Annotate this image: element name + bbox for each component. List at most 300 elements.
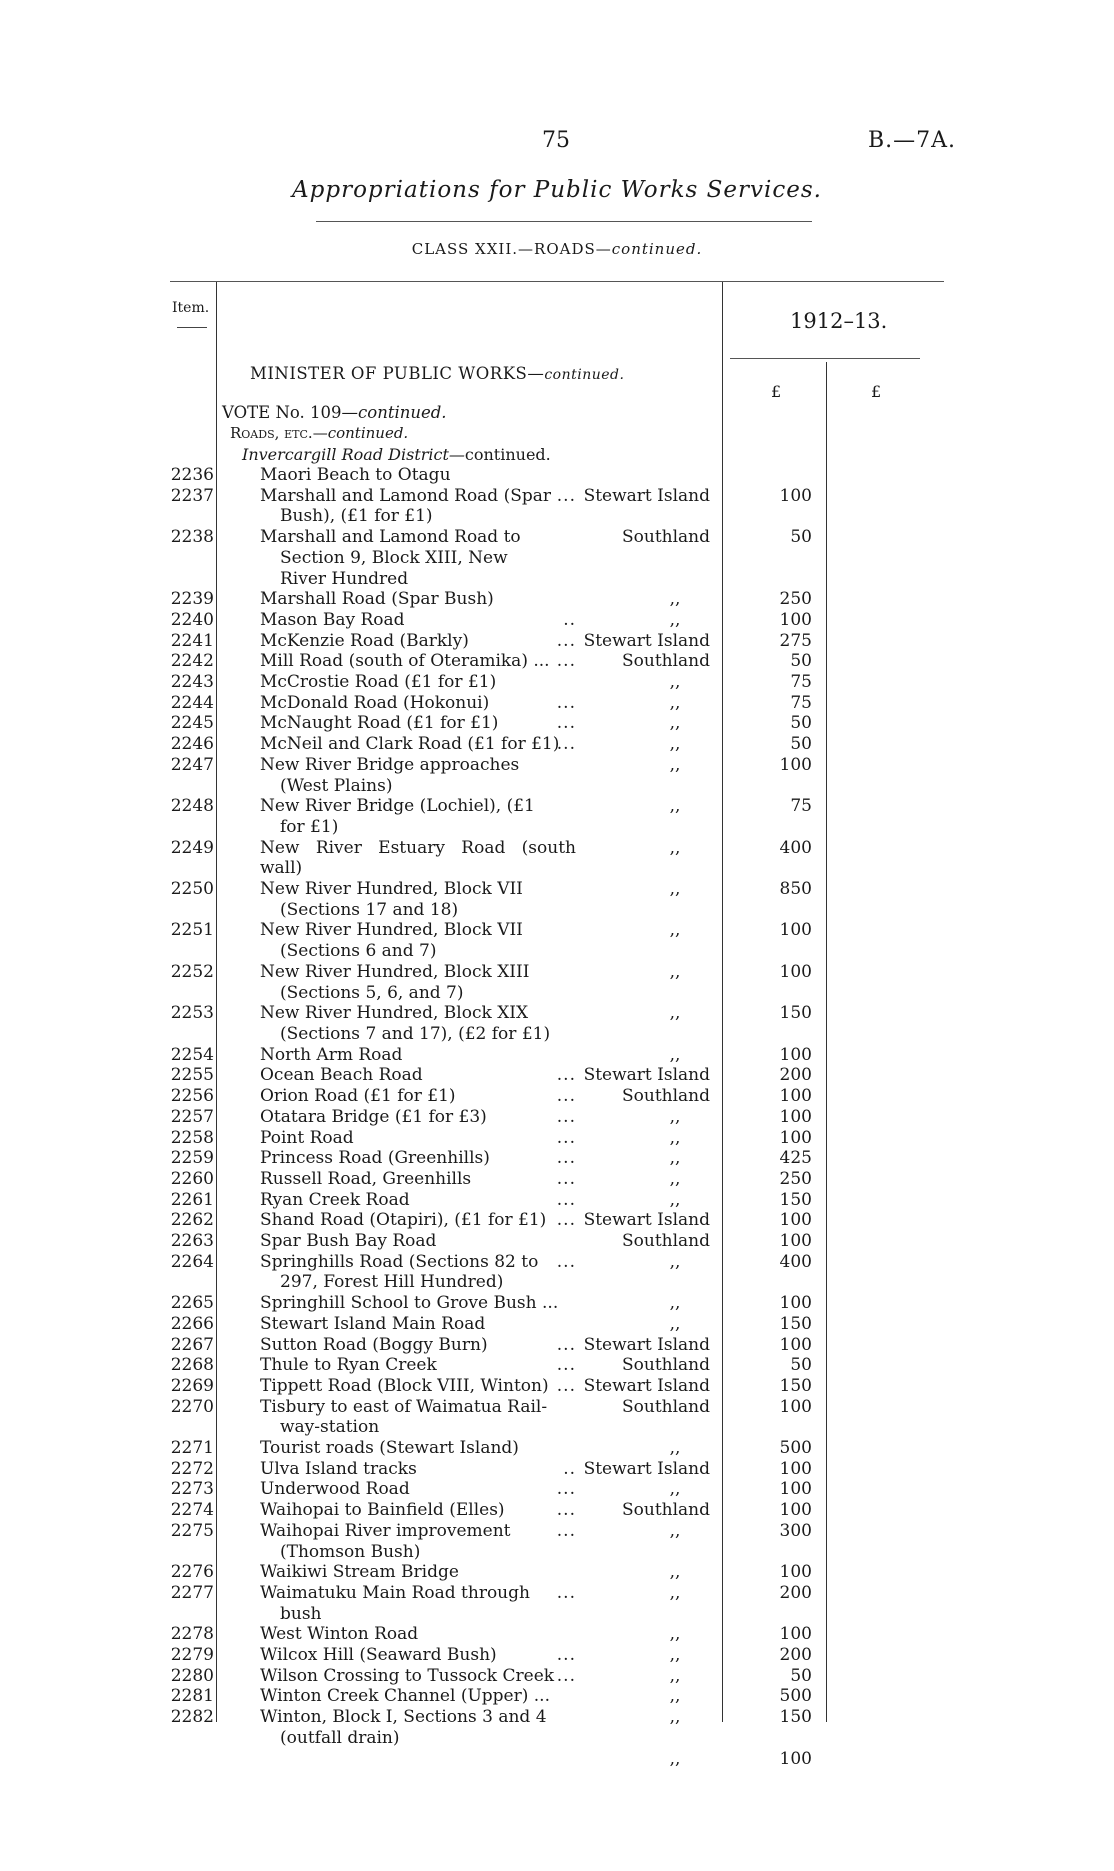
description-line: McCrostie Road (£1 for £1) (260, 672, 497, 693)
description-continuation: (outfall drain) (280, 1727, 400, 1748)
location: Southland (621, 651, 710, 672)
leader-dots: ... (556, 1665, 576, 1686)
location: Southland (621, 527, 710, 548)
item-description (260, 1210, 576, 1231)
ditto-mark: ,, (669, 879, 681, 900)
item-description (260, 1562, 576, 1583)
item-number: 2268 (170, 1355, 214, 1376)
item-number: 2253 (170, 1003, 214, 1024)
amount: 50 (790, 734, 812, 755)
description-line: New River Estuary Road (south wall) (260, 837, 576, 879)
amount: 100 (779, 485, 812, 506)
item-description (260, 1707, 576, 1748)
item-number: 2249 (170, 837, 214, 858)
leader-dots: ... (556, 1127, 576, 1148)
class-heading (0, 240, 1114, 258)
amount: 400 (779, 1251, 812, 1272)
minister-heading-main: MINISTER OF PUBLIC WORKS— (250, 364, 545, 383)
ditto-mark: ,, (669, 1686, 681, 1707)
item-description (260, 1583, 576, 1624)
item-number: 2274 (170, 1500, 214, 1521)
description-line: Otatara Bridge (£1 for £3) (260, 1106, 487, 1127)
description-continuation: (Thomson Bush) (280, 1541, 421, 1562)
description-line: Point Road (260, 1127, 354, 1148)
ditto-mark: ,, (669, 1293, 681, 1314)
item-number: 2238 (170, 527, 214, 548)
description-line: Ryan Creek Road (260, 1189, 410, 1210)
item-description (260, 1003, 576, 1044)
description-line: McNaught Road (£1 for £1) (260, 713, 499, 734)
location: Stewart Island (583, 1210, 710, 1231)
item-number: 2276 (170, 1562, 214, 1583)
leader-dots: ... (556, 1086, 576, 1107)
amount: 100 (779, 1293, 812, 1314)
item-description (260, 1252, 576, 1293)
leader-dots: ... (556, 1251, 576, 1272)
item-description (260, 589, 576, 610)
leader-dots: ... (556, 1355, 576, 1376)
item-number: 2260 (170, 1168, 214, 1189)
amount: 50 (790, 713, 812, 734)
item-description (260, 838, 576, 879)
class-heading-suffix: continued. (611, 240, 703, 258)
description-line: Waikiwi Stream Bridge (260, 1562, 459, 1583)
item-number: 2244 (170, 692, 214, 713)
ditto-mark: ,, (669, 796, 681, 817)
item-description (260, 713, 576, 734)
item-number: 2270 (170, 1396, 214, 1417)
ditto-mark: ,, (669, 1624, 681, 1645)
amount: 100 (779, 609, 812, 630)
item-description (260, 796, 576, 837)
description-line: Springhills Road (Sections 82 to (260, 1251, 539, 1272)
description-line: Shand Road (Otapiri), (£1 for £1) (260, 1210, 547, 1231)
description-line: New River Hundred, Block VII (260, 920, 523, 941)
ditto-mark: ,, (669, 1251, 681, 1272)
description-line: Waimatuku Main Road through (260, 1582, 530, 1603)
location: Stewart Island (583, 1458, 710, 1479)
amount: 500 (779, 1438, 812, 1459)
description-line: Tisbury to east of Waimatua Rail- (260, 1396, 548, 1417)
item-description (260, 1666, 576, 1687)
amount: 100 (779, 1479, 812, 1500)
item-description (260, 734, 576, 755)
item-number: 2261 (170, 1189, 214, 1210)
description-continuation: (Sections 5, 6, and 7) (280, 982, 464, 1003)
amount: 50 (790, 1665, 812, 1686)
item-description (260, 672, 576, 693)
leader-dots: ... (556, 1500, 576, 1521)
amount: 100 (779, 1748, 812, 1769)
ditto-mark: ,, (669, 961, 681, 982)
description-line: Winton Creek Channel (Upper) ... (260, 1686, 550, 1707)
item-description (260, 1500, 576, 1521)
leader-dots: ... (556, 692, 576, 713)
description-continuation: River Hundred (280, 568, 409, 589)
description-line: Marshall and Lamond Road (Spar (260, 485, 552, 506)
item-number: 2257 (170, 1106, 214, 1127)
amount: 500 (779, 1686, 812, 1707)
amount: 100 (779, 961, 812, 982)
roads-heading (230, 424, 408, 442)
ditto-mark: ,, (669, 920, 681, 941)
item-number: 2266 (170, 1313, 214, 1334)
description-line: Waihopai to Bainfield (Elles) (260, 1500, 505, 1521)
item-description (260, 1335, 576, 1356)
location: Southland (621, 1500, 710, 1521)
item-description (260, 631, 576, 652)
description-line: Stewart Island Main Road (260, 1313, 486, 1334)
vote-heading-suffix: continued. (358, 403, 447, 422)
description-line: North Arm Road (260, 1044, 403, 1065)
item-description (260, 879, 576, 920)
item-number: 2277 (170, 1582, 214, 1603)
description-line: Mill Road (south of Oteramika) ... (260, 651, 550, 672)
vote-heading (222, 403, 447, 422)
description-line: Wilcox Hill (Seaward Bush) (260, 1645, 497, 1666)
document-reference: B.—7A. (868, 128, 957, 153)
ditto-mark: ,, (669, 589, 681, 610)
amount: 250 (779, 1168, 812, 1189)
amount: 100 (779, 1624, 812, 1645)
item-description (260, 465, 576, 486)
amount: 150 (779, 1189, 812, 1210)
description-line: New River Bridge approaches (260, 754, 520, 775)
item-number: 2254 (170, 1044, 214, 1065)
table-top-rule (170, 281, 944, 282)
item-number: 2245 (170, 713, 214, 734)
item-number: 2255 (170, 1065, 214, 1086)
item-number: 2251 (170, 920, 214, 941)
description-line: Thule to Ryan Creek (260, 1355, 437, 1376)
amount: 50 (790, 651, 812, 672)
description-line: Sutton Road (Boggy Burn) (260, 1334, 488, 1355)
item-number: 2263 (170, 1231, 214, 1252)
ditto-mark: ,, (669, 1479, 681, 1500)
amount: 75 (790, 796, 812, 817)
description-continuation: for £1) (280, 816, 339, 837)
amount: 100 (779, 1458, 812, 1479)
amount: 250 (779, 589, 812, 610)
amount: 425 (779, 1148, 812, 1169)
item-description (260, 1355, 576, 1376)
description-line: Waihopai River improvement (260, 1520, 511, 1541)
item-description (260, 1521, 576, 1562)
leader-dots: ... (556, 734, 576, 755)
item-description (260, 1293, 576, 1314)
location: Stewart Island (583, 1065, 710, 1086)
amount: 100 (779, 1044, 812, 1065)
leader-dots: ... (556, 1645, 576, 1666)
ditto-mark: ,, (669, 672, 681, 693)
item-description (260, 1624, 576, 1645)
item-number: 2258 (170, 1127, 214, 1148)
amount: 100 (779, 1562, 812, 1583)
item-description (260, 1190, 576, 1211)
item-number: 2272 (170, 1458, 214, 1479)
year-underline (730, 358, 920, 359)
amount: 150 (779, 1707, 812, 1728)
item-number: 2259 (170, 1148, 214, 1169)
item-description (260, 962, 576, 1003)
leader-dots: ... (556, 1168, 576, 1189)
amount: 100 (779, 1086, 812, 1107)
ditto-mark: ,, (669, 692, 681, 713)
amount: 850 (779, 879, 812, 900)
description-line: Ocean Beach Road (260, 1065, 423, 1086)
leader-dots: ... (556, 1582, 576, 1603)
ditto-mark: ,, (669, 754, 681, 775)
item-description (260, 755, 576, 796)
amount: 150 (779, 1375, 812, 1396)
location: Stewart Island (583, 485, 710, 506)
item-number: 2250 (170, 879, 214, 900)
location: Southland (621, 1355, 710, 1376)
item-number: 2280 (170, 1665, 214, 1686)
description-continuation: (Sections 7 and 17), (£2 for £1) (280, 1023, 551, 1044)
amount: 275 (779, 630, 812, 651)
item-header-underline (177, 327, 207, 328)
item-description (260, 527, 576, 589)
ditto-mark: ,, (669, 1582, 681, 1603)
description-line: New River Hundred, Block XIX (260, 1003, 529, 1024)
location: Southland (621, 1086, 710, 1107)
item-number: 2247 (170, 754, 214, 775)
district-heading-suffix: continued. (464, 445, 551, 464)
item-description (260, 1231, 576, 1252)
leader-dots: ... (556, 1210, 576, 1231)
leader-dots: ... (556, 1334, 576, 1355)
amount: 100 (779, 1396, 812, 1417)
amount: 75 (790, 672, 812, 693)
amount: 75 (790, 692, 812, 713)
ditto-mark: ,, (669, 609, 681, 630)
description-line: Russell Road, Greenhills (260, 1168, 472, 1189)
ditto-mark: ,, (669, 1665, 681, 1686)
ditto-mark: ,, (669, 1106, 681, 1127)
amount: 100 (779, 1334, 812, 1355)
description-line: New River Hundred, Block VII (260, 879, 523, 900)
item-description (260, 1128, 576, 1149)
appropriations-table (0, 465, 1114, 1769)
item-number: 2236 (170, 465, 214, 485)
item-description (260, 1438, 576, 1459)
item-number: 2282 (170, 1707, 214, 1728)
roads-heading-suffix: continued. (327, 424, 409, 442)
currency-symbol-1: £ (771, 382, 782, 401)
leader-dots: .. (563, 1458, 576, 1479)
leader-dots: ... (556, 1189, 576, 1210)
leader-dots: ... (556, 1520, 576, 1541)
description-line: Springhill School to Grove Bush ... (260, 1293, 559, 1314)
location: Southland (621, 1231, 710, 1252)
leader-dots: ... (556, 1065, 576, 1086)
leader-dots: ... (556, 651, 576, 672)
item-number: 2237 (170, 485, 214, 506)
item-description (260, 1045, 576, 1066)
currency-symbol-2: £ (871, 382, 882, 401)
district-heading-main: Invercargill Road District— (242, 445, 465, 464)
document-title: Appropriations for Public Works Services. (292, 177, 822, 203)
amount: 50 (790, 527, 812, 548)
description-continuation: (Sections 17 and 18) (280, 899, 459, 920)
description-line: Winton, Block I, Sections 3 and 4 (260, 1707, 547, 1728)
item-description (260, 486, 576, 527)
item-description (260, 693, 576, 714)
class-heading-main: CLASS XXII.—ROADS— (411, 240, 612, 258)
item-description (260, 1107, 576, 1128)
description-continuation: (Sections 6 and 7) (280, 941, 437, 962)
amount: 100 (779, 754, 812, 775)
description-line: Ulva Island tracks (260, 1458, 417, 1479)
year-column-header: 1912–13. (790, 309, 888, 333)
item-number: 2239 (170, 589, 214, 610)
description-line: Tourist roads (Stewart Island) (260, 1438, 519, 1459)
item-description (260, 920, 576, 961)
description-line: Mason Bay Road (260, 609, 405, 630)
roads-heading-main: Roads, etc.— (230, 424, 328, 442)
amount: 200 (779, 1645, 812, 1666)
item-number: 2246 (170, 734, 214, 755)
item-number: 2267 (170, 1334, 214, 1355)
ditto-mark: ,, (669, 1189, 681, 1210)
description-continuation: 297, Forest Hill Hundred) (280, 1272, 504, 1293)
item-number: 2252 (170, 961, 214, 982)
amount: 100 (779, 1106, 812, 1127)
description-line: New River Hundred, Block XIII (260, 961, 530, 982)
ditto-mark: ,, (669, 1044, 681, 1065)
description-continuation: Section 9, Block XIII, New (280, 547, 508, 568)
item-number: 2281 (170, 1686, 214, 1707)
item-number: 2243 (170, 672, 214, 693)
leader-dots: ... (556, 1375, 576, 1396)
page-number: 75 (542, 128, 570, 153)
amount: 150 (779, 1003, 812, 1024)
amount: 100 (779, 1500, 812, 1521)
ditto-mark: ,, (669, 713, 681, 734)
item-number: 2265 (170, 1293, 214, 1314)
item-number: 2242 (170, 651, 214, 672)
ditto-mark: ,, (669, 1562, 681, 1583)
item-description (260, 1148, 576, 1169)
item-number: 2248 (170, 796, 214, 817)
description-continuation: Bush), (£1 for £1) (280, 506, 433, 527)
leader-dots: ... (556, 1479, 576, 1500)
ditto-mark: ,, (669, 1520, 681, 1541)
ditto-mark: ,, (669, 1707, 681, 1728)
amount: 100 (779, 1210, 812, 1231)
description-line: Princess Road (Greenhills) (260, 1148, 490, 1169)
description-line: Orion Road (£1 for £1) (260, 1086, 456, 1107)
item-description (260, 1065, 576, 1086)
item-description (260, 1459, 576, 1480)
description-line: West Winton Road (260, 1624, 419, 1645)
item-number: 2279 (170, 1645, 214, 1666)
location: Stewart Island (583, 1375, 710, 1396)
district-heading (242, 445, 551, 464)
description-line: McKenzie Road (Barkly) (260, 630, 469, 651)
ditto-mark: ,, (669, 1168, 681, 1189)
item-number: 2240 (170, 609, 214, 630)
amount: 200 (779, 1065, 812, 1086)
leader-dots: ... (556, 630, 576, 651)
item-number: 2241 (170, 630, 214, 651)
minister-heading-suffix: continued. (544, 367, 625, 383)
leader-dots: .. (563, 609, 576, 630)
item-number: 2275 (170, 1520, 214, 1541)
amount: 150 (779, 1313, 812, 1334)
item-number: 2271 (170, 1438, 214, 1459)
item-description (260, 1314, 576, 1335)
item-number: 2264 (170, 1251, 214, 1272)
item-number: 2278 (170, 1624, 214, 1645)
description-line: Underwood Road (260, 1479, 410, 1500)
amount: 100 (779, 1127, 812, 1148)
item-number: 2273 (170, 1479, 214, 1500)
leader-dots: ... (556, 485, 576, 506)
description-continuation: bush (280, 1603, 322, 1624)
item-description (260, 1686, 576, 1707)
item-description (260, 651, 576, 672)
ditto-mark: ,, (669, 1438, 681, 1459)
ditto-mark: ,, (669, 1003, 681, 1024)
location: Stewart Island (583, 630, 710, 651)
amount: 400 (779, 837, 812, 858)
item-description (260, 1376, 576, 1397)
amount: 300 (779, 1520, 812, 1541)
description-continuation: way-station (280, 1417, 380, 1438)
description-line: Tippett Road (Block VIII, Winton) (260, 1375, 549, 1396)
ditto-mark: ,, (669, 734, 681, 755)
description-line: New River Bridge (Lochiel), (£1 (260, 796, 535, 817)
amount: 100 (779, 920, 812, 941)
location: Southland (621, 1396, 710, 1417)
item-number: 2262 (170, 1210, 214, 1231)
item-description (260, 1397, 576, 1438)
location: Stewart Island (583, 1334, 710, 1355)
item-description (260, 1479, 576, 1500)
description-line: McDonald Road (Hokonui) (260, 692, 490, 713)
leader-dots: ... (556, 1148, 576, 1169)
ditto-mark: ,, (669, 1645, 681, 1666)
ditto-mark: ,, (669, 1313, 681, 1334)
description-line: Wilson Crossing to Tussock Creek (260, 1665, 555, 1686)
amount: 200 (779, 1582, 812, 1603)
amount: 50 (790, 1355, 812, 1376)
item-number: 2269 (170, 1375, 214, 1396)
ditto-mark: ,, (669, 837, 681, 858)
ditto-mark: ,, (669, 1148, 681, 1169)
table-row (0, 1707, 1114, 1769)
description-line: Marshall and Lamond Road to (260, 527, 521, 548)
ditto-mark: ,, (669, 1748, 681, 1769)
minister-heading (250, 364, 624, 383)
item-number: 2256 (170, 1086, 214, 1107)
ditto-mark: ,, (669, 1127, 681, 1148)
item-column-header: Item. (172, 300, 210, 316)
description-line: Maori Beach to Otagu (260, 465, 451, 485)
leader-dots: ... (556, 713, 576, 734)
item-description (260, 610, 576, 631)
item-description (260, 1645, 576, 1666)
description-line: Marshall Road (Spar Bush) (260, 589, 494, 610)
item-description (260, 1169, 576, 1190)
amount: 100 (779, 1231, 812, 1252)
item-description (260, 1086, 576, 1107)
leader-dots: ... (556, 1106, 576, 1127)
vote-heading-main: VOTE No. 109— (222, 403, 359, 422)
title-rule (316, 221, 812, 222)
